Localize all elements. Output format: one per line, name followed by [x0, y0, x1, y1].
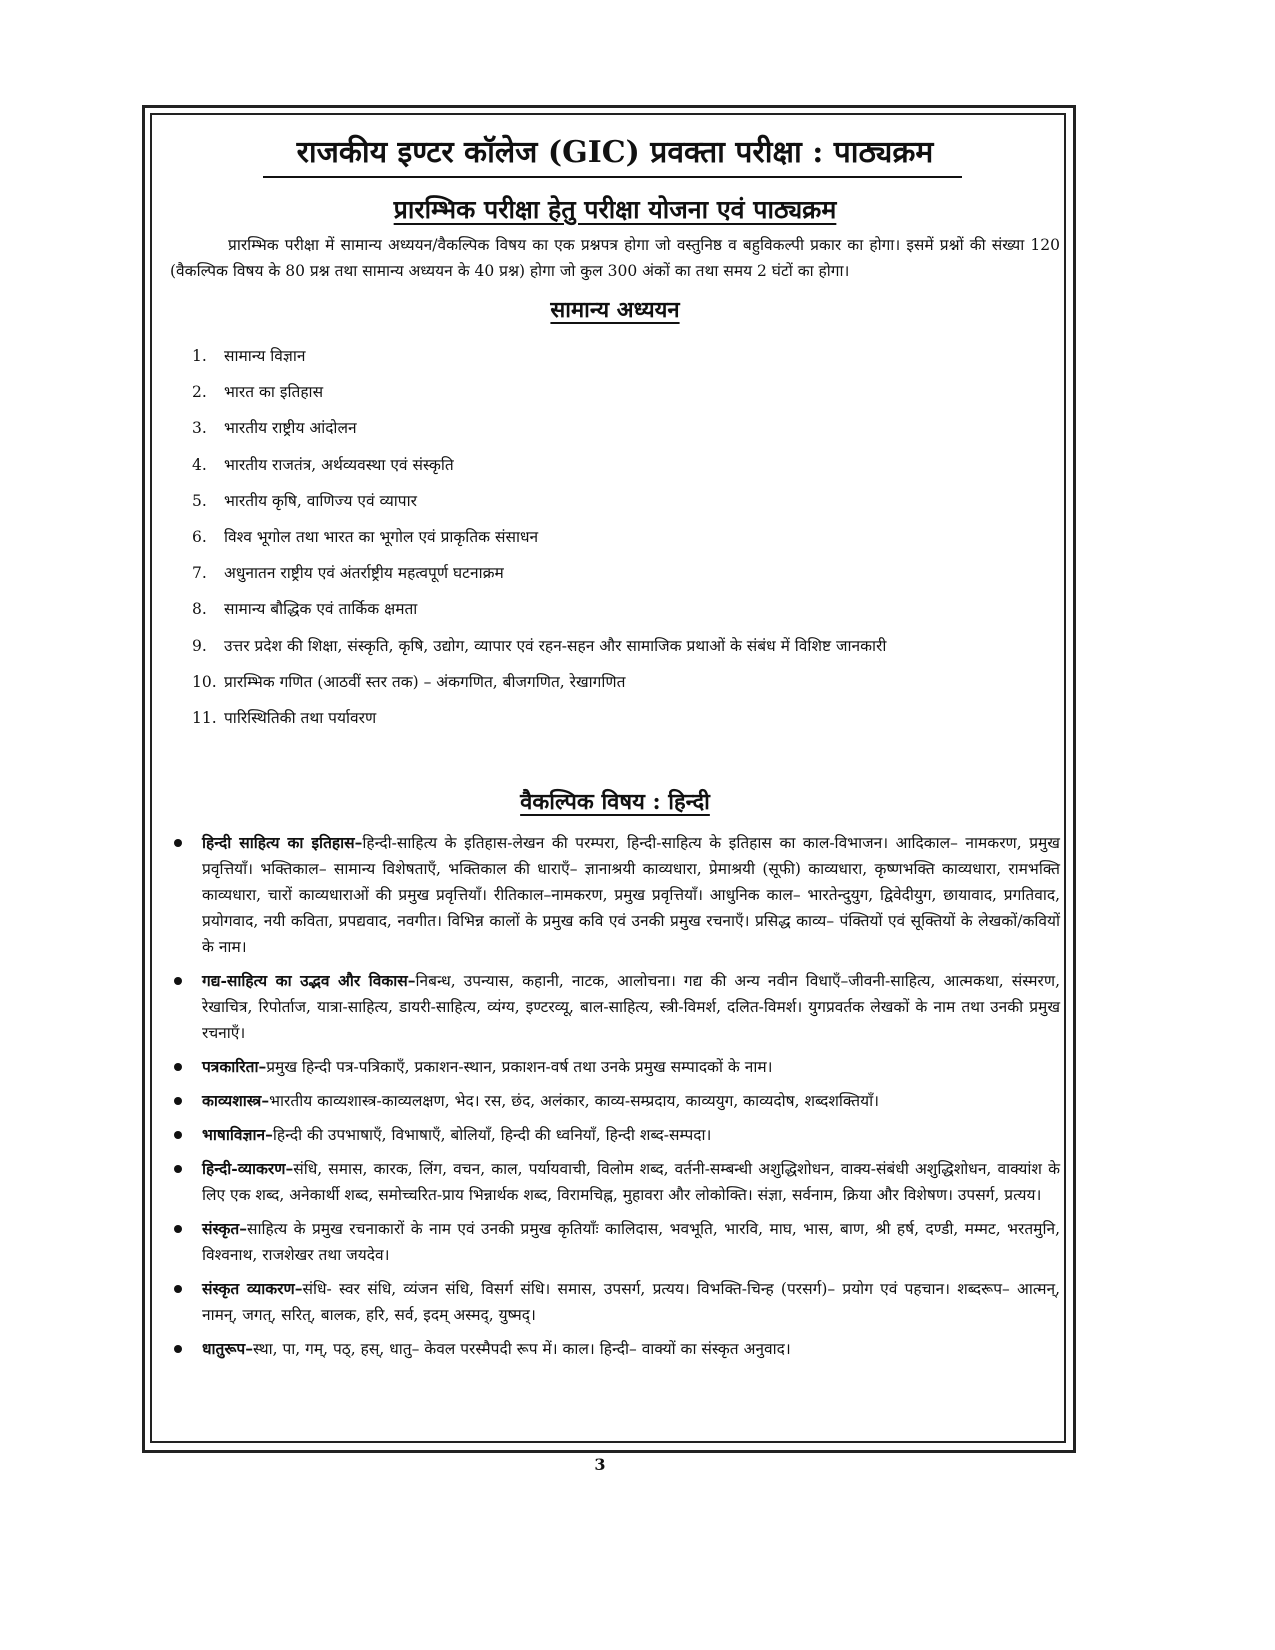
bullet-icon	[174, 1165, 182, 1173]
item-text: भारतीय राजतंत्र, अर्थव्यवस्था एवं संस्कृति	[224, 455, 454, 474]
list-item	[170, 1276, 1060, 1328]
item-text: भारत का इतिहास	[224, 383, 324, 402]
page-content	[170, 130, 1060, 1370]
item-number: 9.	[192, 636, 207, 655]
item-text: साहित्य के प्रमुख रचनाकारों के नाम एवं उनकी प्रमुख कृतियाँः कालिदास, भवभूति, भारवि, माघ, भास, बाण, श्री हर्ष, दण्डी, मम्मट, भरतमुनि, विश्वनाथ, राजशेखर तथा जयदेव।	[202, 1220, 1060, 1265]
list-item	[170, 1216, 1060, 1268]
list-item	[170, 968, 1060, 1046]
bullet-icon	[174, 839, 182, 847]
list-item	[192, 664, 1060, 700]
list-item	[192, 700, 1060, 736]
list-item	[170, 1336, 1060, 1362]
item-text: हिन्दी की उपभाषाएँ, विभाषाएँ, बोलियाँ, हिन्दी की ध्वनियाँ, हिन्दी शब्द-सम्पदा।	[272, 1126, 712, 1145]
bullet-icon	[174, 1063, 182, 1071]
list-item	[192, 338, 1060, 374]
item-text: विश्व भूगोल तथा भारत का भूगोल एवं प्राकृतिक संसाधन	[224, 527, 539, 546]
list-item	[170, 1088, 1060, 1114]
item-text: संधि- स्वर संधि, व्यंजन संधि, विसर्ग संधि। समास, उपसर्ग, प्रत्यय। विभक्ति-चिन्ह (परसर्ग)– प्रयोग एवं पहचान। शब्दरूप– आत्मन्, नामन्, जगत्, सरित्, बालक, हरि, सर्व, इदम् अस्मद्, युष्मद्।	[202, 1280, 1061, 1325]
list-item	[170, 1054, 1060, 1080]
bullet-icon	[174, 1225, 182, 1233]
page-number: 3	[594, 1455, 606, 1474]
bullet-icon	[174, 1345, 182, 1353]
list-item	[192, 519, 1060, 555]
optional-subject-list	[170, 830, 1060, 1362]
bullet-icon	[174, 1131, 182, 1139]
item-number: 3.	[192, 419, 207, 438]
item-text: प्रारम्भिक गणित (आठवीं स्तर तक) – अंकगणित, बीजगणित, रेखागणित	[224, 672, 626, 691]
general-studies-heading: सामान्य अध्ययन	[550, 297, 680, 323]
list-item	[170, 830, 1060, 960]
item-text: स्था, पा, गम्, पठ्, हस्, धातु– केवल परस्मैपदी रूप में। काल। हिन्दी– वाक्यों का संस्कृत अनुवाद।	[252, 1340, 791, 1359]
list-item	[192, 628, 1060, 664]
item-text: संधि, समास, कारक, लिंग, वचन, काल, पर्यायवाची, विलोम शब्द, वर्तनी-सम्बन्धी अशुद्धिशोधन, वाक्य-संबंधी अशुद्धिशोधन, वाक्यांश के लिए एक शब्द, अनेकार्थी शब्द, समोच्चरित-प्राय भिन्नार्थक शब्द, विरामचिह्न, मुहावरा और लोकोक्ति। संज्ञा, सर्वनाम, क्रिया और विशेषण। उपसर्ग, प्रत्यय।	[202, 1160, 1060, 1205]
item-text: भारतीय राष्ट्रीय आंदोलन	[224, 419, 357, 438]
item-heading: पत्रकारिता–	[202, 1057, 267, 1077]
general-studies-list	[170, 338, 1060, 736]
item-heading: गद्य-साहित्य का उद्भव और विकास–	[202, 971, 416, 991]
item-number: 7.	[192, 564, 207, 583]
item-heading: संस्कृत व्याकरण–	[202, 1279, 303, 1299]
page-title: राजकीय इण्टर कॉलेज (GIC) प्रवक्ता परीक्षा : पाठ्यक्रम	[296, 135, 934, 170]
list-item	[192, 374, 1060, 410]
title-rule	[263, 176, 962, 178]
item-heading: भाषाविज्ञान–	[202, 1125, 273, 1145]
item-number: 11.	[192, 708, 217, 727]
bullet-icon	[174, 1097, 182, 1105]
list-item	[170, 1156, 1060, 1208]
list-item	[170, 1122, 1060, 1148]
item-number: 10.	[192, 672, 217, 691]
section-subtitle: प्रारम्भिक परीक्षा हेतु परीक्षा योजना एवं पाठ्यक्रम	[393, 195, 837, 224]
item-heading: हिन्दी-व्याकरण–	[202, 1159, 294, 1179]
item-number: 5.	[192, 491, 207, 510]
item-text: पारिस्थितिकी तथा पर्यावरण	[224, 708, 377, 727]
item-text: प्रमुख हिन्दी पत्र-पत्रिकाएँ, प्रकाशन-स्थान, प्रकाशन-वर्ष तथा उनके प्रमुख सम्पादकों के नाम।	[266, 1058, 773, 1077]
item-text: भारतीय कृषि, वाणिज्य एवं व्यापार	[224, 491, 417, 510]
optional-subject-heading: वैकल्पिक विषय : हिन्दी	[520, 789, 710, 816]
item-number: 4.	[192, 455, 207, 474]
intro-paragraph: प्रारम्भिक परीक्षा में सामान्य अध्ययन/वैकल्पिक विषय का एक प्रश्नपत्र होगा जो वस्तुनिष्ठ व बहुविकल्पी प्रकार का होगा। इसमें प्रश्नों की संख्या 120 (वैकल्पिक विषय के 80 प्रश्न तथा सामान्य अध्ययन के 40 प्रश्न) होगा जो कुल 300 अंकों का तथा समय 2 घंटों का होगा।	[170, 236, 1060, 280]
list-item	[192, 555, 1060, 591]
item-text: निबन्ध, उपन्यास, कहानी, नाटक, आलोचना। गद्य की अन्य नवीन विधाएँ–जीवनी-साहित्य, आत्मकथा, संस्मरण, रेखाचित्र, रिपोर्ताज, यात्रा-साहित्य, डायरी-साहित्य, व्यंग्य, इण्टरव्यू, बाल-साहित्य, स्त्री-विमर्श, दलित-विमर्श। युगप्रवर्तक लेखकों के नाम तथा उनकी प्रमुख रचनाएँ।	[202, 972, 1061, 1043]
bullet-icon	[174, 977, 182, 985]
item-text: हिन्दी-साहित्य के इतिहास-लेखन की परम्परा, हिन्दी-साहित्य के इतिहास का काल-विभाजन। आदिकाल– नामकरण, प्रमुख प्रवृत्तियाँ। भक्तिकाल– सामान्य विशेषताएँ, भक्तिकाल की धाराएँ– ज्ञानाश्रयी काव्यधारा, प्रेमाश्रयी (सूफी) काव्यधारा, कृष्णभक्ति काव्यधारा, रामभक्ति काव्यधारा, चारों काव्यधाराओं की प्रमुख प्रवृत्तियाँ। रीतिकाल–नामकरण, प्रमुख प्रवृत्तियाँ। आधुनिक काल– भारतेन्दुयुग, द्विवेदीयुग, छायावाद, प्रगतिवाद, प्रयोगवाद, नयी कविता, प्रपद्यवाद, नवगीत। विभिन्न कालों के प्रमुख कवि एवं उनकी प्रमुख रचनाएँ। प्रसिद्ध काव्य– पंक्तियों एवं सूक्तियों के लेखकों/कवियों के नाम।	[202, 834, 1060, 957]
item-number: 2.	[192, 383, 207, 402]
item-number: 1.	[192, 347, 207, 365]
list-item	[192, 410, 1060, 446]
item-text: अधुनातन राष्ट्रीय एवं अंतर्राष्ट्रीय महत्वपूर्ण घटनाक्रम	[224, 564, 504, 583]
list-item	[192, 483, 1060, 519]
item-heading: काव्यशास्त्र–	[202, 1091, 270, 1111]
item-text: सामान्य बौद्धिक एवं तार्किक क्षमता	[224, 600, 418, 619]
item-heading: हिन्दी साहित्य का इतिहास–	[202, 833, 363, 853]
item-heading: संस्कृत–	[202, 1219, 247, 1239]
item-text: सामान्य विज्ञान	[224, 347, 306, 365]
item-text: उत्तर प्रदेश की शिक्षा, संस्कृति, कृषि, उद्योग, व्यापार एवं रहन-सहन और सामाजिक प्रथाओं के संबंध में विशिष्ट जानकारी	[224, 636, 887, 655]
item-text: भारतीय काव्यशास्त्र-काव्यलक्षण, भेद। रस, छंद, अलंकार, काव्य-सम्प्रदाय, काव्ययुग, काव्यदोष, शब्दशक्तियाँ।	[269, 1092, 879, 1111]
item-number: 8.	[192, 600, 207, 619]
list-item	[192, 591, 1060, 627]
item-number: 6.	[192, 527, 207, 546]
list-item	[192, 447, 1060, 483]
bullet-icon	[174, 1285, 182, 1293]
item-heading: धातुरूप–	[202, 1339, 253, 1359]
